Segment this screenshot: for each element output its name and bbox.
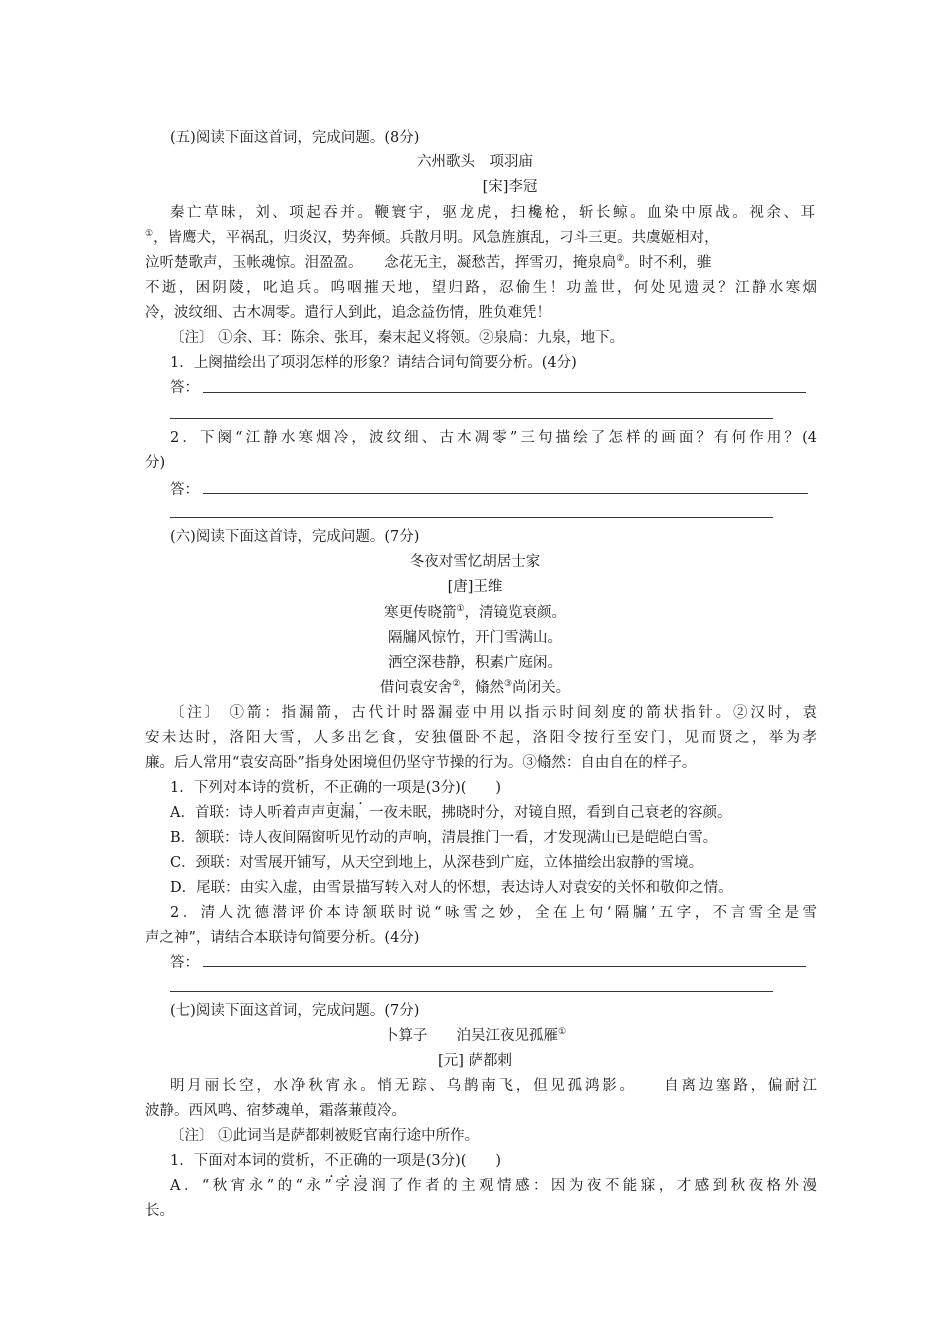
section-6-question-2-cont: 声之神”，请结合本联诗句简要分析。(4分) [145, 930, 420, 946]
answer-line[interactable] [203, 493, 808, 494]
section-6-title: 冬夜对雪忆胡居士家 [409, 554, 541, 570]
answer-line[interactable] [203, 392, 806, 393]
emphasis-char: 不 [324, 780, 339, 796]
section-6-question-1: 1．下列对本诗的赏析，不正确的一项是(3分)( ) [170, 780, 502, 796]
answer-line[interactable] [170, 991, 773, 992]
emphasis-char: 确 [353, 780, 368, 796]
section-6-author: [唐]王维 [447, 579, 503, 595]
emphasis-char: 确 [353, 1153, 368, 1169]
section-7-note: 〔注〕 ①此词当是萨都剌被贬官南行途中所作。 [170, 1128, 480, 1144]
emphasis-char: 不 [324, 1153, 339, 1169]
footnote-mark: ② [452, 679, 461, 689]
section-6-question-2: 2．清人沈德潜评价本诗颔联时说“咏雪之妙，全在上句‘隔牖’五字，不言雪全是雪 [170, 905, 817, 921]
section-6-note-2: 安未达时，洛阳大雪，人多出乞食，安独僵卧不起，洛阳令按行至安门，见而贤之，举为孝 [145, 730, 817, 746]
poem-line-3: 洒空深巷静，积素广庭闲。 [388, 655, 562, 671]
option-c: C．颈联：对雪展开铺写，从天空到地上，从深巷到广庭，立体描绘出寂静的雪境。 [170, 855, 704, 871]
section-6-heading: (六)阅读下面这首诗，完成问题。(7分) [170, 529, 420, 545]
section-7-author: [元] 萨都剌 [438, 1053, 512, 1069]
section-5-line-5: 冷，波纹细、古木凋零。遣行人到此，追念益伤情，胜负难凭！ [145, 305, 551, 321]
answer-label: 答： [170, 955, 199, 971]
section-5-question-2: 2．下阕“江静水寒烟冷，波纹细、古木凋零”三句描绘了怎样的画面？有何作用？(4 [170, 430, 817, 446]
emphasis-char: 正 [338, 780, 354, 796]
footnote-mark: ② [616, 254, 625, 264]
emphasis-char: 正 [338, 1153, 354, 1169]
option-d: D．尾联：由实入虚，由雪景描写转入对人的怀想，表达诗人对袁安的关怀和敬仰之情。 [170, 880, 733, 896]
option-b: B．颔联：诗人夜间隔窗听见竹动的声响，清晨推门一看，才发现满山已是皑皑白雪。 [170, 830, 718, 846]
section-7-option-a: A．“秋宵永”的“永”字浸润了作者的主观情感：因为夜不能寐，才感到秋夜格外漫 [170, 1178, 817, 1194]
answer-line[interactable] [170, 517, 773, 518]
answer-line[interactable] [203, 966, 806, 967]
section-5-question-1: 1．上阕描绘出了项羽怎样的形象？请结合词句简要分析。(4分) [170, 355, 577, 371]
section-5-question-2-cont: 分) [145, 455, 166, 471]
emphasis-dotted [324, 1153, 368, 1169]
footnote-mark: ① [145, 229, 154, 239]
section-5-line-2: ①，皆鹰犬，平祸乱，归炎汉，势奔倾。兵散月明。风急旌旗乱，刁斗三更。共虞姬相对， [145, 229, 719, 246]
answer-label: 答： [170, 380, 199, 396]
answer-label: 答： [170, 482, 199, 498]
poem-line-4: 借问袁安舍②，翛然③尚闭关。 [379, 679, 571, 696]
answer-line[interactable] [170, 418, 773, 419]
section-6-note-3: 廉。后人常用“袁安高卧”指身处困境但仍坚守节操的行为。③翛然：自由自在的样子。 [145, 755, 697, 771]
section-7-line-1: 明月丽长空，水净秋宵永。悄无踪、乌鹊南飞，但见孤鸿影。 自离边塞路，偏耐江 [170, 1078, 817, 1094]
section-5-line-1: 秦亡草昧，刘、项起吞并。鞭寰宇，驱龙虎，扫欃枪，斩长鲸。血染中原战。视余、耳 [170, 205, 815, 221]
section-5-line-4: 不逝，困阴陵，叱追兵。呜咽摧天地，望归路，忍偷生！功盖世，何处见遗灵？江静水寒烟 [145, 280, 817, 296]
section-5-author: [宋]李冠 [482, 179, 538, 195]
section-7-line-2: 波静。西风鸣、宿梦魂单，霜落蒹葭冷。 [145, 1103, 406, 1119]
section-7-option-a-cont: 长。 [145, 1203, 174, 1219]
section-5-heading: (五)阅读下面这首词，完成问题。(8分) [170, 130, 420, 146]
poem-line-2: 隔牖风惊竹，开门雪满山。 [388, 630, 562, 646]
footnote-mark: ① [557, 1027, 567, 1037]
footnote-mark: ③ [504, 679, 513, 689]
section-5-note: 〔注〕 ①余、耳：陈余、张耳，秦末起义将领。②泉扃：九泉，地下。 [170, 330, 625, 346]
section-7-heading: (七)阅读下面这首词，完成问题。(7分) [170, 1003, 420, 1019]
poem-line-1: 寒更传晓箭①，清镜览衰颜。 [383, 604, 567, 621]
section-6-note-1: 〔注〕 ①箭：指漏箭，古代计时器漏壶中用以指示时间刻度的箭状指针。②汉时，袁 [170, 705, 817, 721]
section-7-question-1: 1．下面对本词的赏析，不正确的一项是(3分)( ) [170, 1153, 502, 1169]
section-5-title: 六州歌头 项羽庙 [417, 154, 533, 170]
section-7-title: 卜算子 泊吴江夜见孤雁① [383, 1027, 567, 1044]
option-a: A．首联：诗人听着声声更漏，一夜未眠，拂晓时分，对镜自照，看到自己衰老的容颜。 [170, 805, 732, 821]
footnote-mark: ① [456, 604, 465, 614]
section-5-line-3: 泣听楚歌声，玉帐魂惊。泪盈盈。 念花无主，凝愁苦，挥雪刃，掩泉扃②。时不利，骓 [145, 254, 712, 271]
emphasis-dotted [324, 780, 368, 796]
